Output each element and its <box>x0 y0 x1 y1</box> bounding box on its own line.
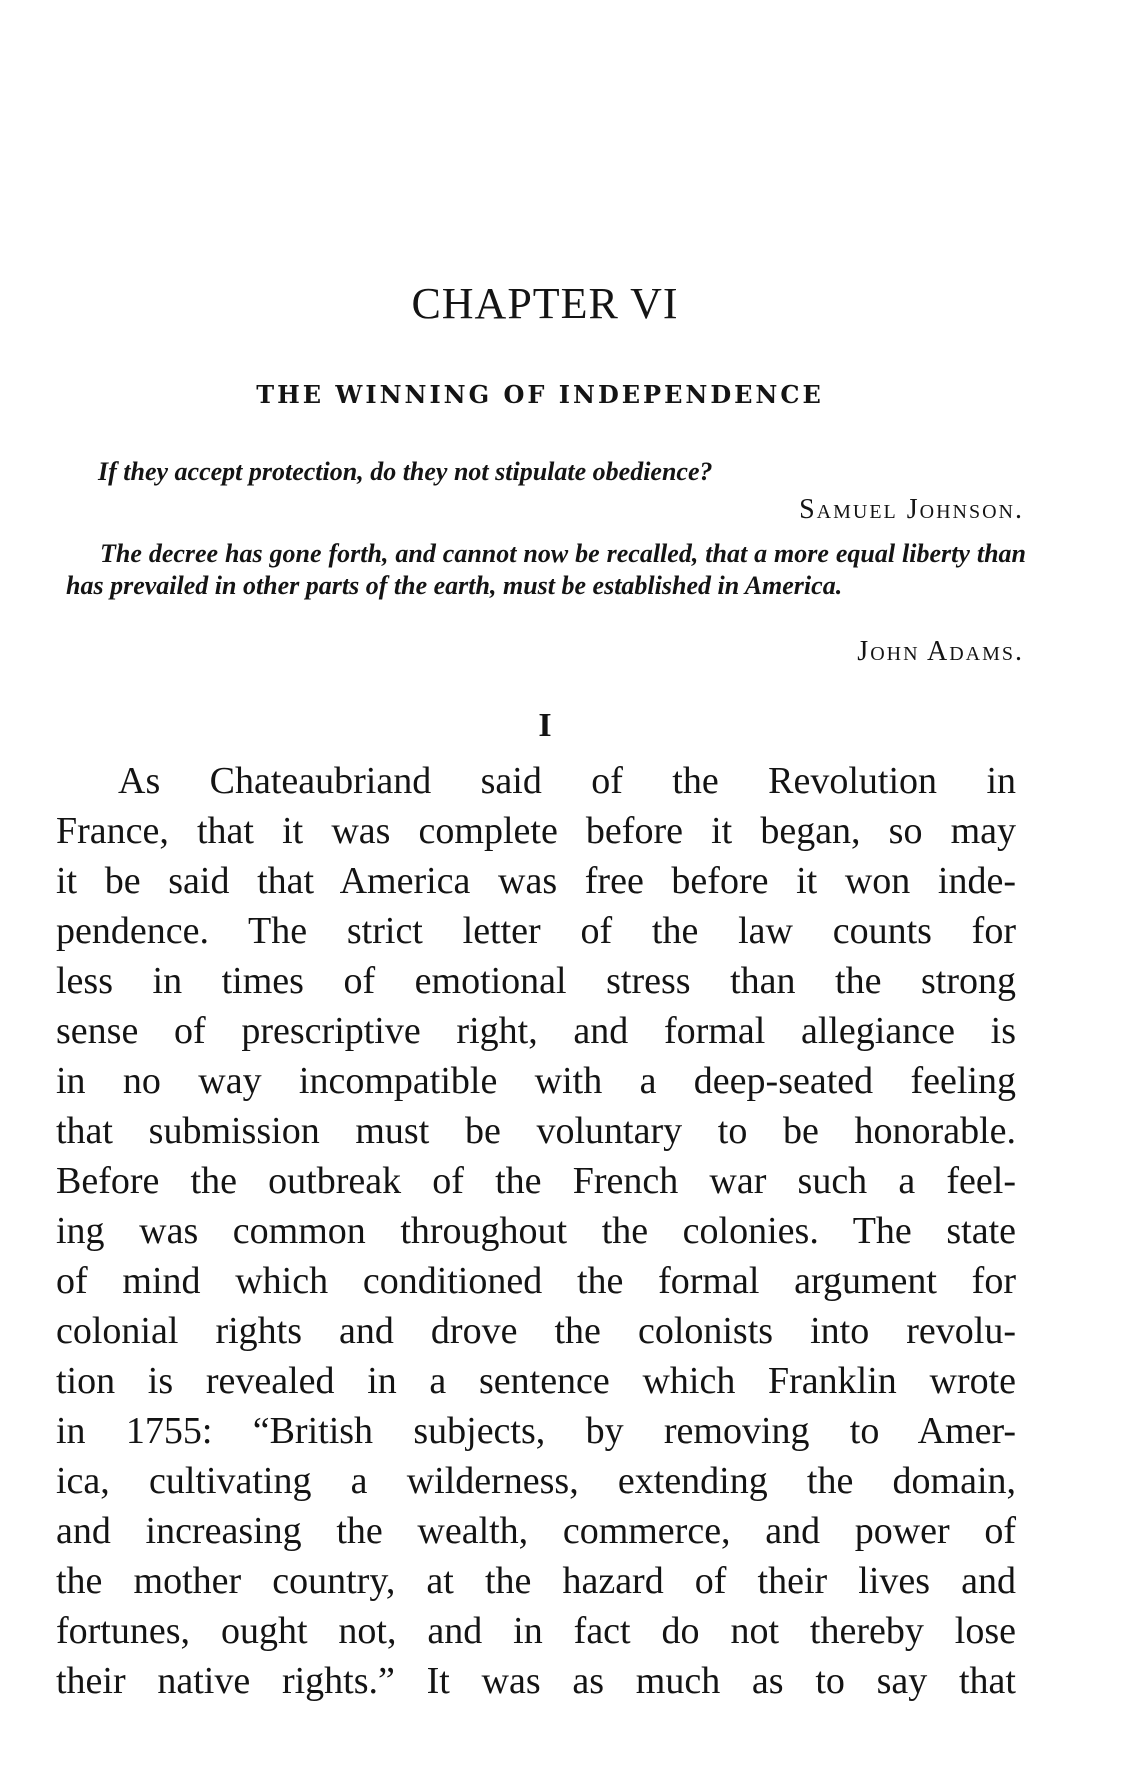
text-line: ica, cultivating a wilderness, extending the domain, <box>56 1460 1016 1502</box>
text-line: that submission must be voluntary to be honorable. <box>56 1110 1016 1152</box>
epigraph-quote-johnson: If they accept protection, do they not stipulate obedience? <box>98 457 713 486</box>
text-line: less in times of emotional stress than the strong <box>56 960 1016 1002</box>
epigraph-author-adams: John Adams. <box>857 636 1024 667</box>
text-line: in 1755: “British subjects, by removing to Amer- <box>56 1410 1016 1452</box>
chapter-subtitle: THE WINNING OF INDEPENDENCE <box>256 380 824 409</box>
text-line: it be said that America was free before it won inde- <box>56 860 1016 902</box>
epigraph-quote-adams: The decree has gone forth, and cannot now be recalled, that a more equal liberty than has prevailed in other parts of the earth, must be established in America. <box>66 539 1026 600</box>
text-line: ing was common throughout the colonies. The state <box>56 1210 1016 1252</box>
text-line: their native rights.” It was as much as to say that <box>56 1660 1016 1702</box>
text-line: pendence. The strict letter of the law counts for <box>56 910 1016 952</box>
text-line: fortunes, ought not, and in fact do not thereby lose <box>56 1610 1016 1652</box>
text-line: and increasing the wealth, commerce, and power of <box>56 1510 1016 1552</box>
body-paragraph <box>56 756 1016 1706</box>
text-line: of mind which conditioned the formal argument for <box>56 1260 1016 1302</box>
text-line: colonial rights and drove the colonists into revolu- <box>56 1310 1016 1352</box>
text-line: the mother country, at the hazard of their lives and <box>56 1560 1016 1602</box>
text-line: Before the outbreak of the French war such a feel- <box>56 1160 1016 1202</box>
text-line: As Chateaubriand said of the Revolution in <box>118 760 1016 802</box>
text-line: France, that it was complete before it began, so may <box>56 810 1016 852</box>
text-line: sense of prescriptive right, and formal allegiance is <box>56 1010 1016 1052</box>
text-line: tion is revealed in a sentence which Franklin wrote <box>56 1360 1016 1402</box>
chapter-title: CHAPTER VI <box>411 279 679 328</box>
epigraph-author-johnson: Samuel Johnson. <box>799 494 1024 525</box>
section-numeral: I <box>538 707 552 744</box>
text-line: in no way incompatible with a deep-seated feeling <box>56 1060 1016 1102</box>
